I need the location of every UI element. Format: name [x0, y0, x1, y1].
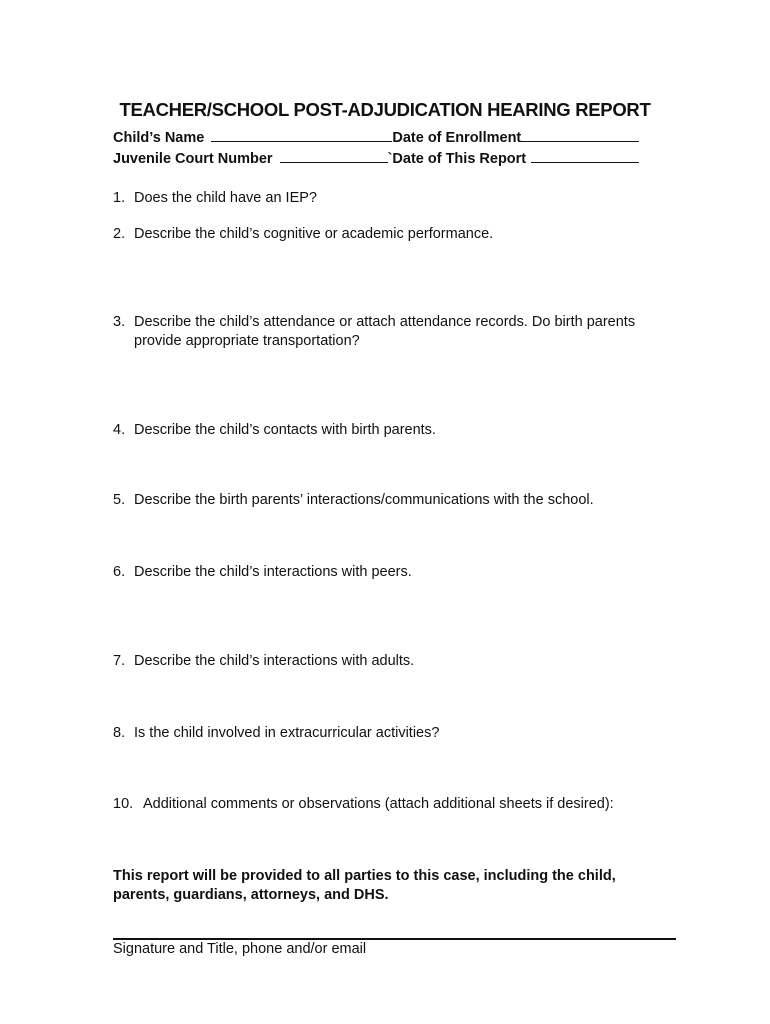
question-5: 5. Describe the birth parents’ interactions/communications with the school.	[113, 492, 594, 508]
question-10: 10. Additional comments or observations (attach additional sheets if desired):	[113, 796, 614, 812]
page-title: TEACHER/SCHOOL POST-ADJUDICATION HEARING REPORT	[119, 99, 651, 120]
question-text: Describe the child’s contacts with birth parents.	[134, 422, 436, 438]
distribution-notice: This report will be provided to all parties to this case, including the child, parents, guardians, attorneys, and DHS.	[113, 868, 616, 903]
question-8: 8. Is the child involved in extracurricular activities?	[113, 725, 440, 741]
question-text: Additional comments or observations (attach additional sheets if desired):	[143, 796, 614, 812]
question-text-continued: provide appropriate transportation?	[134, 333, 360, 349]
question-2: 2. Describe the child’s cognitive or academic performance.	[113, 226, 494, 242]
question-1: 1. Does the child have an IEP?	[113, 190, 317, 206]
childs-name-field[interactable]	[211, 127, 392, 142]
signature-line[interactable]	[113, 938, 676, 940]
question-text: Is the child involved in extracurricular activities?	[134, 725, 440, 741]
question-text: Does the child have an IEP?	[134, 190, 317, 206]
question-3: 3. Describe the child’s attendance or attach attendance records. Do birth parents provide appropriate transportation?	[113, 314, 636, 349]
juvenile-court-number-field[interactable]	[280, 148, 388, 163]
header-row-1	[113, 127, 639, 146]
date-of-enrollment-field[interactable]	[521, 127, 639, 142]
stray-backtick: `	[387, 151, 393, 167]
date-of-report-label: Date of This Report	[392, 151, 527, 167]
question-text: Describe the birth parents’ interactions/communications with the school.	[134, 492, 594, 508]
question-4: 4. Describe the child’s contacts with birth parents.	[113, 422, 436, 438]
question-text: Describe the child’s interactions with peers.	[134, 564, 412, 580]
signature-label: Signature and Title, phone and/or email	[113, 941, 367, 957]
question-text: Describe the child’s interactions with adults.	[134, 653, 415, 669]
date-of-report-field[interactable]	[531, 148, 639, 163]
header-row-2	[113, 148, 639, 167]
juvenile-court-number-label: Juvenile Court Number	[113, 151, 273, 167]
question-7: 7. Describe the child’s interactions with adults.	[113, 653, 415, 669]
question-text: Describe the child’s cognitive or academic performance.	[134, 226, 494, 242]
question-text: Describe the child’s attendance or attach attendance records. Do birth parents	[134, 314, 636, 330]
date-of-enrollment-label: Date of Enrollment	[392, 130, 522, 146]
question-6: 6. Describe the child’s interactions with peers.	[113, 564, 412, 580]
childs-name-label: Child’s Name	[113, 130, 205, 146]
